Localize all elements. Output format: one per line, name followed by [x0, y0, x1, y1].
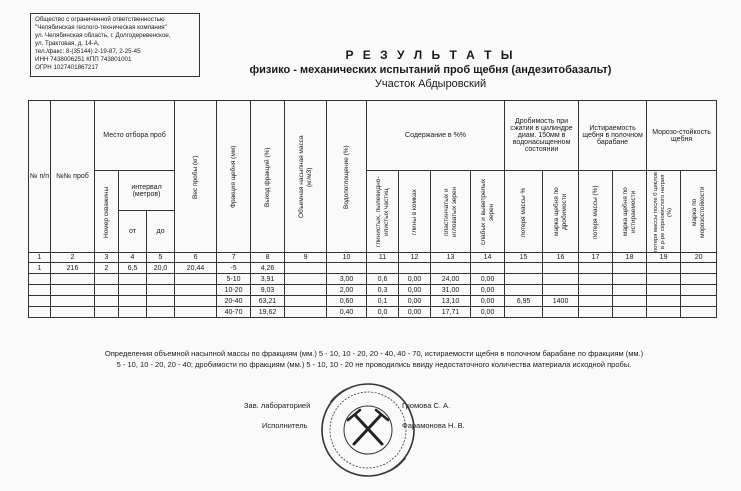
executor-title: Исполнитель [262, 421, 308, 430]
cell-frost-grade [681, 285, 717, 296]
column-number: 7 [217, 253, 251, 263]
cell-lumps: 0,00 [399, 274, 431, 285]
cell-from [119, 296, 147, 307]
cell-abr-grade [613, 296, 647, 307]
cell-yield: 9,03 [251, 285, 285, 296]
cell-clay: 0,3 [367, 285, 399, 296]
cell-loss [505, 263, 543, 274]
cell-well [95, 296, 119, 307]
cell-fraction: 5-10 [217, 274, 251, 285]
column-number: 18 [613, 253, 647, 263]
table-row [29, 274, 717, 285]
cell-weak: 0,00 [471, 285, 505, 296]
cell-weight [175, 296, 217, 307]
header-sampling-place: Место отбора проб [95, 101, 175, 171]
cell-water: 2,00 [327, 285, 367, 296]
cell-num [29, 274, 51, 285]
footnote-line-1: Определения объемной насыпной массы по фракциям (мм.) 5 - 10, 10 - 20, 20 - 40, 40 - 70, истираемости щебня в полочном барабане по фракциям (мм.) [104, 349, 644, 358]
cell-frost-loss [647, 307, 681, 318]
column-number: 16 [543, 253, 579, 263]
column-number: 1 [29, 253, 51, 263]
column-number: 15 [505, 253, 543, 263]
cell-abr-loss [579, 263, 613, 274]
header-bulk-density: Объемная насыпная масса (кг/м3) [285, 101, 327, 253]
cell-weight: 20,44 [175, 263, 217, 274]
cell-grade [543, 307, 579, 318]
header-weak-grains: слабых и выветрелых зерен [471, 171, 505, 253]
cell-fraction: 10-20 [217, 285, 251, 296]
cell-to [147, 307, 175, 318]
table-row [29, 296, 717, 307]
results-table [28, 100, 717, 318]
cell-to: 20,0 [147, 263, 175, 274]
cell-abr-loss [579, 285, 613, 296]
column-number: 12 [399, 253, 431, 263]
header-well-num: Номер скважины [95, 171, 119, 253]
cell-sample [51, 307, 95, 318]
cell-weight [175, 274, 217, 285]
column-number: 11 [367, 253, 399, 263]
cell-frost-loss [647, 296, 681, 307]
cell-weak: 0,00 [471, 296, 505, 307]
stamp-line: Общество с ограниченной ответственностью [35, 16, 165, 23]
cell-yield: 4,26 [251, 263, 285, 274]
cell-frost-loss [647, 263, 681, 274]
cell-water: 0,60 [327, 296, 367, 307]
cell-flaky [431, 263, 471, 274]
stamp-line: ул. Челябинская область, г. Долгодеревенское, [35, 32, 171, 39]
cell-frost-grade [681, 296, 717, 307]
cell-yield: 3,91 [251, 274, 285, 285]
column-number: 19 [647, 253, 681, 263]
cell-to [147, 285, 175, 296]
lab-head-name: Громова С. А. [402, 401, 451, 410]
site-name: Участок Абдыровский [374, 78, 487, 90]
header-interval: интервал (метров) [119, 171, 175, 211]
cell-abr-grade [613, 274, 647, 285]
header-fraction: Фракция щебня (мм) [217, 101, 251, 253]
cell-lumps: 0,00 [399, 296, 431, 307]
cell-grade: 1400 [543, 296, 579, 307]
document-title: Р Е З У Л Ь Т А Т Ы [345, 48, 516, 62]
column-number: 4 [119, 253, 147, 263]
cell-frost-grade [681, 274, 717, 285]
cell-clay [367, 263, 399, 274]
cell-clay: 0,0 [367, 307, 399, 318]
cell-fraction: 20-40 [217, 296, 251, 307]
cell-loss: 6,95 [505, 296, 543, 307]
column-number: 9 [285, 253, 327, 263]
cell-sample [51, 296, 95, 307]
cell-loss [505, 285, 543, 296]
header-frost-loss: потеря массы после 0 циклов в р-ре сернокислого натрия (%) [647, 171, 681, 253]
header-to: до [147, 211, 175, 253]
cell-lumps: 0,00 [399, 285, 431, 296]
cell-from: 6,5 [119, 263, 147, 274]
cell-density [285, 263, 327, 274]
cell-abr-grade [613, 263, 647, 274]
cell-water [327, 263, 367, 274]
header-from: от [119, 211, 147, 253]
stamp-line: тел./факс: 8-(35144) 2-19-87, 2-25-45 [35, 48, 141, 55]
column-number: 13 [431, 253, 471, 263]
cell-density [285, 285, 327, 296]
cell-grade [543, 274, 579, 285]
cell-well [95, 285, 119, 296]
header-sample-num: №№ проб [51, 101, 95, 253]
document-subtitle: физико - механических испытаний проб щебня (андезитобазальт) [249, 64, 612, 76]
cell-well: 2 [95, 263, 119, 274]
cell-well [95, 274, 119, 285]
cell-frost-loss [647, 274, 681, 285]
header-crushability: Дробимость при сжатии в цилиндре диам. 150мм в водонасыщенном состоянии [505, 101, 579, 171]
column-number: 3 [95, 253, 119, 263]
header-crush-grade: марка щебня по дробимости [543, 171, 579, 253]
cell-weight [175, 307, 217, 318]
cell-num [29, 285, 51, 296]
cell-abr-loss [579, 296, 613, 307]
cell-flaky: 17,71 [431, 307, 471, 318]
table-row [29, 285, 717, 296]
cell-abr-grade [613, 307, 647, 318]
header-clay-lumps: глины в комках [399, 171, 431, 253]
cell-yield: 19,62 [251, 307, 285, 318]
column-number: 10 [327, 253, 367, 263]
cell-clay: 0,1 [367, 296, 399, 307]
column-number: 8 [251, 253, 285, 263]
cell-frost-grade [681, 307, 717, 318]
column-number: 2 [51, 253, 95, 263]
header-frost: Морозо-стойкость щебня [647, 101, 717, 171]
cell-abr-loss [579, 274, 613, 285]
header-num: № п/п [29, 101, 51, 253]
cell-weight [175, 285, 217, 296]
cell-flaky: 31,00 [431, 285, 471, 296]
cell-weak: 0,00 [471, 307, 505, 318]
cell-well [95, 307, 119, 318]
column-number: 17 [579, 253, 613, 263]
header-sample-weight: Вес пробы (кг) [175, 101, 217, 253]
header-abrasion: Истираемость щебня в полочном барабане [579, 101, 647, 171]
cell-frost-grade [681, 263, 717, 274]
header-content: Содержание в %% [367, 101, 505, 171]
cell-sample: 216 [51, 263, 95, 274]
cell-flaky: 13,10 [431, 296, 471, 307]
cell-abr-grade [613, 285, 647, 296]
cell-sample [51, 285, 95, 296]
cell-from [119, 274, 147, 285]
header-flaky-grains: пластинчатых и игловатых зерен [431, 171, 471, 253]
cell-fraction: -5 [217, 263, 251, 274]
cell-num [29, 307, 51, 318]
lab-head-title: Зав. лабораторией [244, 401, 311, 410]
table-row [29, 263, 717, 274]
cell-density [285, 274, 327, 285]
column-number: 20 [681, 253, 717, 263]
cell-weak: 0,00 [471, 274, 505, 285]
header-fraction-yield: Выход фракций (%) [251, 101, 285, 253]
cell-from [119, 307, 147, 318]
cell-weak [471, 263, 505, 274]
cell-to [147, 274, 175, 285]
column-numbers-row [29, 253, 717, 263]
header-frost-grade: марка по морозостойкости [681, 171, 717, 253]
stamp-line: ул. Трактовая, д. 14-А, [35, 40, 100, 47]
column-number: 5 [147, 253, 175, 263]
executor-name: Фарамонова Н. В. [402, 421, 465, 430]
cell-num [29, 296, 51, 307]
table-row [29, 307, 717, 318]
header-clay-particles: глинистых, пылевидно-илистых частиц [367, 171, 399, 253]
cell-lumps: 0,00 [399, 307, 431, 318]
column-number: 14 [471, 253, 505, 263]
stamp-line: ИНН 7438006251 КПП 743801001 [35, 56, 132, 63]
cell-density [285, 296, 327, 307]
cell-from [119, 285, 147, 296]
cell-num: 1 [29, 263, 51, 274]
cell-flaky: 24,00 [431, 274, 471, 285]
cell-fraction: 40-70 [217, 307, 251, 318]
cell-water: 0,40 [327, 307, 367, 318]
header-abrasion-loss: потеря массы (%) [579, 171, 613, 253]
cell-loss [505, 307, 543, 318]
cell-sample [51, 274, 95, 285]
cell-abr-loss [579, 307, 613, 318]
header-abrasion-grade: марка щебня по истираемости [613, 171, 647, 253]
header-water-absorption: Водопоглощение (%) [327, 101, 367, 253]
cell-lumps [399, 263, 431, 274]
seal-emblem-icon [318, 380, 418, 480]
cell-frost-loss [647, 285, 681, 296]
stamp-line: "Челябинская геолого-техническая компания" [35, 24, 167, 31]
cell-grade [543, 263, 579, 274]
header-mass-loss: потеря массы % [505, 171, 543, 253]
cell-clay: 0,6 [367, 274, 399, 285]
footnote-line-2: 5 - 10, 10 - 20, 20 - 40; дробимости по фракциям (мм.) 5 - 10, 10 - 20 не проводились ввиду недостаточного количества материала исходной пробы. [116, 360, 632, 369]
stamp-line: ОГРН 1027401867217 [35, 64, 99, 71]
cell-yield: 63,21 [251, 296, 285, 307]
cell-grade [543, 285, 579, 296]
cell-water: 3,00 [327, 274, 367, 285]
cell-loss [505, 274, 543, 285]
cell-density [285, 307, 327, 318]
column-number: 6 [175, 253, 217, 263]
cell-to [147, 296, 175, 307]
